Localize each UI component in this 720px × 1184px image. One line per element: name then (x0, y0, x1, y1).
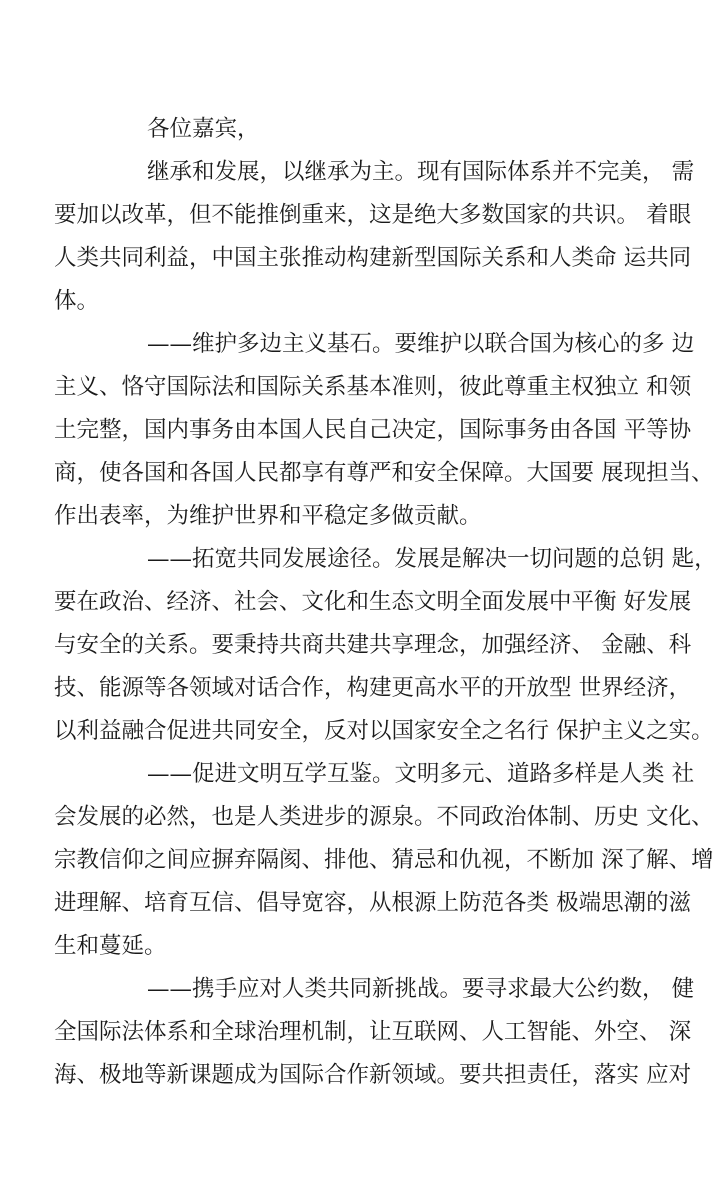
text-line: 要加以改革，但不能推倒重来，这是绝大多数国家的共识。 着眼 (54, 202, 692, 228)
text-line: 全国际法体系和全球治理机制，让互联网、人工智能、外空、 深 (54, 1019, 692, 1045)
text-line: ——维护多边主义基石。要维护以联合国为核心的多 边 (147, 331, 695, 357)
text-line: 人类共同利益，中国主张推动构建新型国际关系和人类命 运共同 (54, 245, 692, 271)
text-line: ——携手应对人类共同新挑战。要寻求最大公约数， 健 (147, 976, 695, 1002)
text-line: 海、极地等新课题成为国际合作新领域。要共担责任，落实 应对 (54, 1062, 692, 1088)
text-line: 继承和发展，以继承为主。现有国际体系并不完美， 需 (147, 159, 695, 185)
text-line: 土完整，国内事务由本国人民自己决定，国际事务由各国 平等协 (54, 417, 692, 443)
text-line: 宗教信仰之间应摒弃隔阂、排他、猜忌和仇视，不断加 深了解、增 (54, 847, 714, 873)
text-line: 生和蔓延。 (54, 933, 167, 959)
text-line: 商，使各国和各国人民都享有尊严和安全保障。大国要 展现担当、 (54, 460, 714, 486)
text-line: 会发展的必然，也是人类进步的源泉。不同政治体制、历史 文化、 (54, 804, 714, 830)
greeting-line: 各位嘉宾， (147, 116, 260, 142)
text-line: 以利益融合促进共同安全，反对以国家安全之名行 保护主义之实。 (54, 718, 714, 744)
text-line: 体。 (54, 288, 100, 314)
text-line: 作出表率，为维护世界和平稳定多做贡献。 (54, 503, 482, 529)
text-line: 要在政治、经济、社会、文化和生态文明全面发展中平衡 好发展 (54, 589, 692, 615)
text-line: ——拓宽共同发展途径。发展是解决一切问题的总钥 匙， (147, 546, 717, 572)
text-line: 进理解、培育互信、倡导宽容，从根源上防范各类 极端思潮的滋 (54, 890, 692, 916)
text-line: ——促进文明互学互鉴。文明多元、道路多样是人类 社 (147, 761, 695, 787)
text-line: 主义、恪守国际法和国际关系基本准则，彼此尊重主权独立 和领 (54, 374, 692, 400)
text-line: 技、能源等各领域对话合作，构建更高水平的开放型 世界经济， (54, 675, 692, 701)
text-line: 与安全的关系。要秉持共商共建共享理念，加强经济、 金融、科 (54, 632, 692, 658)
